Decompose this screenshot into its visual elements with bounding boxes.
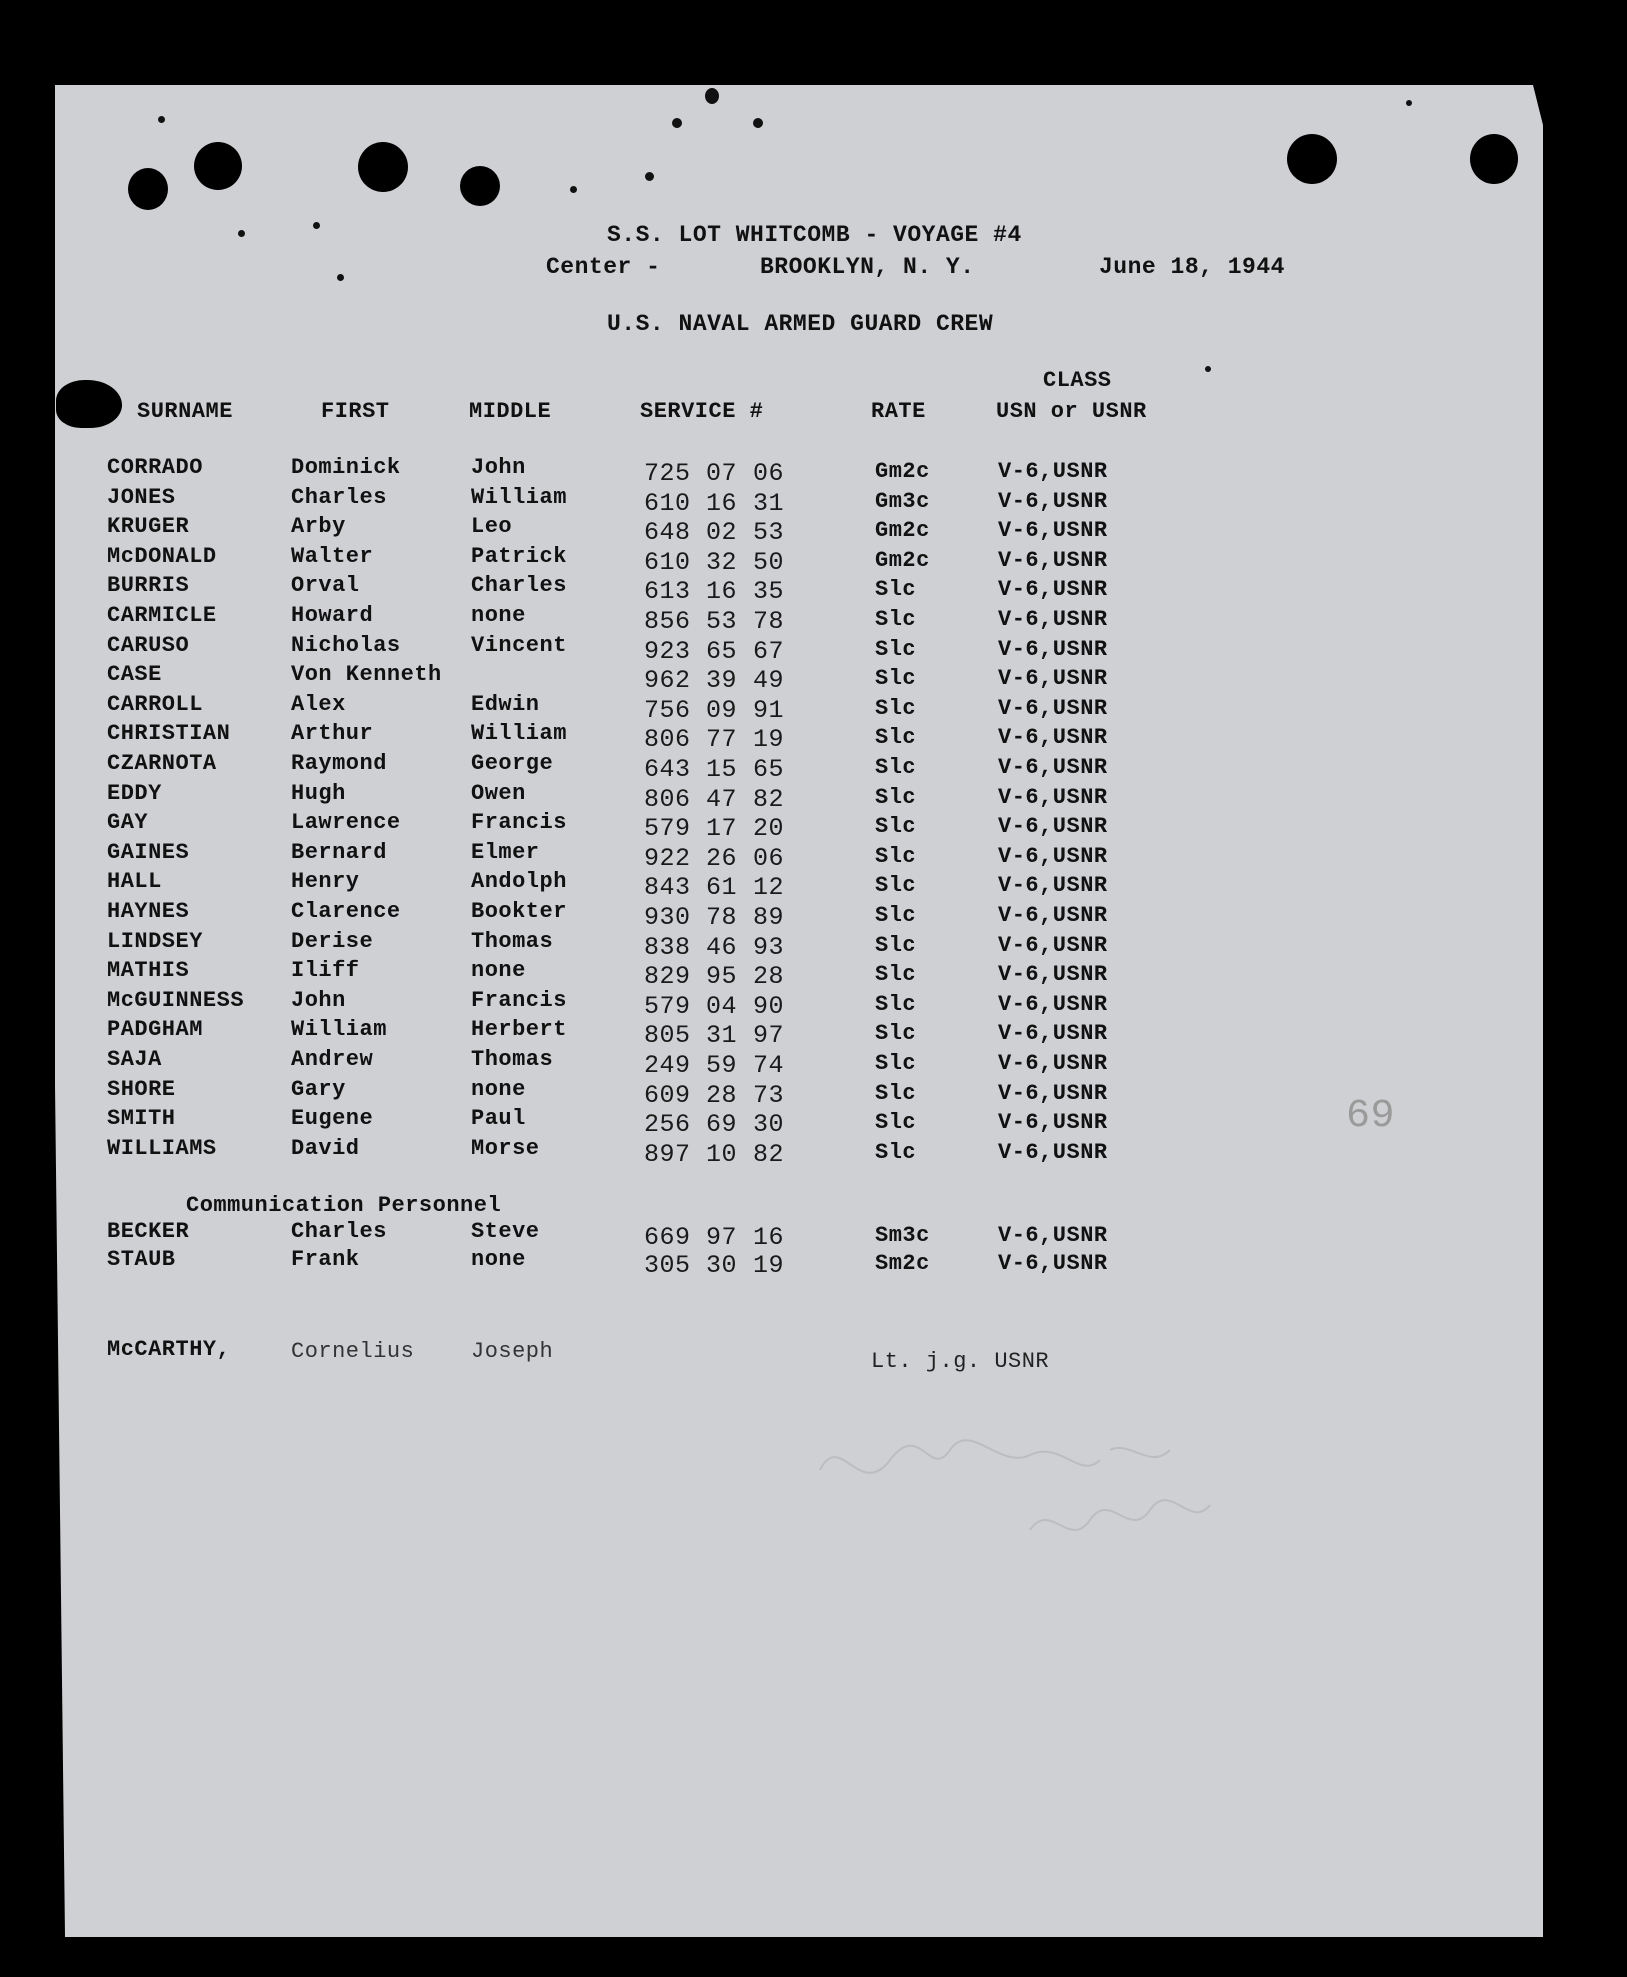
first-name: Clarence: [291, 899, 401, 924]
class: V-6,USNR: [998, 1051, 1108, 1076]
service-number-part1: 609: [644, 1080, 691, 1110]
service-number-part3: 53: [753, 518, 785, 548]
first-name: John: [291, 987, 346, 1013]
service-number-part2: 47: [706, 784, 738, 814]
crew-row: [0, 484, 1627, 518]
center-label: Center -: [546, 254, 661, 280]
class: V-6,USNR: [998, 695, 1108, 721]
first-name: Nicholas: [291, 632, 401, 658]
officer-surname: McCARTHY,: [107, 1337, 231, 1362]
service-number-part2: 97: [706, 1223, 738, 1252]
rate: Gm3c: [875, 488, 930, 514]
middle-name: Leo: [471, 514, 513, 540]
service-number-part3: 82: [753, 1139, 785, 1169]
punch-hole: [460, 166, 500, 206]
service-number-part1: 610: [644, 547, 691, 577]
middle-name: Owen: [471, 780, 526, 806]
crew-row: [0, 662, 1627, 696]
class: V-6,USNR: [998, 666, 1108, 692]
document-date: June 18, 1944: [1099, 254, 1285, 280]
middle-name: Paul: [471, 1106, 526, 1132]
first-name: Arby: [291, 514, 346, 540]
officer-rank: Lt. j.g. USNR: [871, 1349, 1050, 1374]
service-number-part2: 61: [706, 873, 738, 903]
rate: Slc: [875, 725, 917, 751]
class: V-6,USNR: [998, 962, 1108, 988]
comm-section-title: Communication Personnel: [186, 1193, 502, 1218]
first-name: Howard: [291, 603, 374, 628]
middle-name: William: [471, 484, 567, 510]
rate: Slc: [875, 991, 917, 1017]
crew-row: [0, 514, 1627, 548]
rate: Slc: [875, 843, 917, 869]
class: V-6,USNR: [998, 1223, 1108, 1248]
service-number-part2: 10: [706, 1139, 738, 1169]
service-number-part3: 91: [753, 695, 785, 725]
surname: HALL: [107, 869, 162, 895]
service-number-part3: 12: [753, 873, 785, 903]
first-name: Andrew: [291, 1047, 374, 1072]
crew-row: [0, 1047, 1627, 1080]
location: BROOKLYN, N. Y.: [760, 254, 975, 280]
crew-row: [0, 573, 1627, 607]
surname: JONES: [107, 484, 176, 510]
service-number-part2: 53: [706, 607, 738, 636]
service-number-part2: 32: [706, 547, 738, 577]
class: V-6,USNR: [998, 1110, 1108, 1136]
surname: GAY: [107, 810, 149, 836]
crew-row: [0, 987, 1627, 1021]
middle-name: none: [471, 1247, 526, 1272]
service-number-part1: 725: [644, 459, 691, 488]
class: V-6,USNR: [998, 932, 1108, 958]
class: V-6,USNR: [998, 1251, 1108, 1276]
service-number-part2: 95: [706, 962, 738, 992]
surname: SMITH: [107, 1106, 176, 1132]
middle-name: Thomas: [471, 928, 554, 954]
class: V-6,USNR: [998, 1021, 1108, 1047]
service-number-part2: 28: [706, 1080, 738, 1110]
class: V-6,USNR: [998, 755, 1108, 780]
service-number-part1: 305: [644, 1251, 691, 1280]
first-name: Orval: [291, 573, 360, 599]
service-number-part2: 07: [706, 459, 738, 488]
crew-row: [0, 869, 1627, 903]
class: V-6,USNR: [998, 607, 1108, 632]
crew-row: [0, 780, 1627, 814]
service-number-part3: 20: [753, 814, 785, 844]
col-header-class-top: CLASS: [1043, 368, 1112, 393]
surname: LINDSEY: [107, 928, 203, 954]
service-number-part2: 16: [706, 488, 738, 518]
service-number-part3: 06: [753, 459, 785, 488]
first-name: Charles: [291, 1219, 387, 1244]
middle-name: Francis: [471, 987, 567, 1013]
rate: Slc: [875, 577, 917, 603]
rate: Slc: [875, 1110, 917, 1136]
speck: [570, 186, 577, 193]
rate: Slc: [875, 755, 917, 780]
first-name: Gary: [291, 1076, 346, 1102]
rate: Slc: [875, 1080, 917, 1106]
officer-first: Cornelius: [291, 1339, 415, 1364]
middle-name: Vincent: [471, 632, 567, 658]
surname: BURRIS: [107, 573, 190, 599]
crew-row: [0, 810, 1627, 844]
surname: CARUSO: [107, 632, 190, 658]
rate: Slc: [875, 932, 917, 958]
service-number-part2: 15: [706, 755, 738, 784]
middle-name: William: [471, 721, 567, 747]
class: V-6,USNR: [998, 577, 1108, 603]
middle-name: Patrick: [471, 543, 567, 569]
service-number-part2: 46: [706, 932, 738, 962]
surname: CASE: [107, 662, 162, 688]
middle-name: Andolph: [471, 869, 567, 895]
rate: Slc: [875, 636, 917, 662]
crew-row: [0, 1247, 1627, 1280]
middle-name: Edwin: [471, 691, 540, 717]
service-number-part3: 30: [753, 1110, 785, 1140]
middle-name: none: [471, 1076, 526, 1102]
punch-hole: [1470, 134, 1518, 184]
service-number-part3: 35: [753, 577, 785, 607]
surname: SHORE: [107, 1076, 176, 1102]
service-number-part2: 59: [706, 1051, 738, 1080]
surname: McDONALD: [107, 543, 217, 569]
middle-name: Thomas: [471, 1047, 554, 1072]
service-number-part1: 843: [644, 873, 691, 903]
middle-name: Elmer: [471, 839, 540, 865]
first-name: Dominick: [291, 455, 401, 480]
col-header-rate: RATE: [871, 399, 926, 424]
service-number-part1: 856: [644, 607, 691, 636]
service-number-part1: 256: [644, 1110, 691, 1140]
service-number-part3: 97: [753, 1021, 785, 1051]
first-name: David: [291, 1135, 360, 1161]
col-header-service: SERVICE #: [640, 399, 764, 424]
service-number-part3: 67: [753, 636, 785, 666]
service-number-part2: 77: [706, 725, 738, 755]
service-number-part3: 78: [753, 607, 785, 636]
middle-name: Charles: [471, 573, 567, 599]
first-name: Eugene: [291, 1106, 374, 1132]
first-name: Raymond: [291, 751, 387, 776]
first-name: Arthur: [291, 721, 374, 747]
service-number-part3: 90: [753, 991, 785, 1021]
rate: Slc: [875, 607, 917, 632]
service-number-part1: 923: [644, 636, 691, 666]
class: V-6,USNR: [998, 518, 1108, 544]
service-number-part3: 50: [753, 547, 785, 577]
punch-hole: [128, 168, 168, 210]
service-number-part3: 89: [753, 903, 785, 932]
col-header-class-bottom: USN or USNR: [996, 399, 1147, 424]
punch-hole: [1287, 134, 1337, 184]
middle-name: Morse: [471, 1135, 540, 1161]
first-name: Hugh: [291, 780, 346, 806]
speck: [313, 222, 320, 229]
punch-hole: [358, 142, 408, 192]
service-number-part1: 922: [644, 843, 691, 873]
surname: STAUB: [107, 1247, 176, 1272]
rate: Gm2c: [875, 518, 930, 544]
officer-middle: Joseph: [471, 1339, 554, 1364]
crew-row: [0, 928, 1627, 962]
col-header-first: FIRST: [321, 399, 390, 424]
document-title-line: S.S. LOT WHITCOMB - VOYAGE #4: [607, 222, 1022, 248]
crew-row: [0, 691, 1627, 725]
service-number-part2: 09: [706, 695, 738, 725]
service-number-part1: 579: [644, 991, 691, 1021]
service-number-part3: 06: [753, 843, 785, 873]
class: V-6,USNR: [998, 636, 1108, 662]
service-number-part3: 28: [753, 962, 785, 992]
service-number-part1: 829: [644, 962, 691, 992]
crew-row: [0, 455, 1627, 488]
rate: Slc: [875, 784, 917, 810]
class: V-6,USNR: [998, 814, 1108, 840]
service-number-part1: 249: [644, 1051, 691, 1080]
first-name: Derise: [291, 928, 374, 954]
surname: MATHIS: [107, 958, 190, 984]
service-number-part1: 648: [644, 518, 691, 548]
service-number-part3: 82: [753, 784, 785, 814]
service-number-part1: 962: [644, 666, 691, 696]
crew-row: [0, 543, 1627, 577]
punch-hole: [56, 380, 122, 428]
class: V-6,USNR: [998, 903, 1108, 928]
surname: CZARNOTA: [107, 751, 217, 776]
first-name: Frank: [291, 1247, 360, 1272]
service-number-part1: 643: [644, 755, 691, 784]
service-number-part3: 31: [753, 488, 785, 518]
rate: Slc: [875, 903, 917, 928]
middle-name: none: [471, 958, 526, 984]
class: V-6,USNR: [998, 1139, 1108, 1165]
crew-row: [0, 899, 1627, 932]
rate: Slc: [875, 1139, 917, 1165]
service-number-part1: 669: [644, 1223, 691, 1252]
first-name: Von Kenneth: [291, 662, 442, 688]
surname: PADGHAM: [107, 1017, 203, 1043]
surname: HAYNES: [107, 899, 190, 924]
service-number-part2: 69: [706, 1110, 738, 1140]
surname: CORRADO: [107, 455, 203, 480]
first-name: Iliff: [291, 958, 360, 984]
service-number-part1: 930: [644, 903, 691, 932]
rate: Slc: [875, 1051, 917, 1076]
rate: Sm2c: [875, 1251, 930, 1276]
crew-row: [0, 1219, 1627, 1252]
class: V-6,USNR: [998, 488, 1108, 514]
service-number-part1: 579: [644, 814, 691, 844]
class: V-6,USNR: [998, 873, 1108, 899]
page-number: 69: [1346, 1094, 1396, 1139]
first-name: William: [291, 1017, 387, 1043]
middle-name: Francis: [471, 810, 567, 836]
class: V-6,USNR: [998, 991, 1108, 1017]
speck: [1406, 100, 1412, 106]
middle-name: John: [471, 455, 526, 480]
pencil-scribble: [800, 1410, 1260, 1580]
service-number-part3: 16: [753, 1223, 785, 1252]
service-number-part3: 65: [753, 755, 785, 784]
class: V-6,USNR: [998, 459, 1108, 484]
punch-hole: [194, 142, 242, 190]
col-header-surname: SURNAME: [137, 399, 233, 424]
first-name: Alex: [291, 691, 346, 717]
service-number-part1: 838: [644, 932, 691, 962]
service-number-part3: 73: [753, 1080, 785, 1110]
crew-row: [0, 603, 1627, 636]
speck: [672, 118, 682, 128]
surname: BECKER: [107, 1219, 190, 1244]
speck: [1205, 366, 1211, 372]
service-number-part2: 26: [706, 843, 738, 873]
rate: Slc: [875, 1021, 917, 1047]
speck: [337, 274, 344, 281]
middle-name: George: [471, 751, 554, 776]
service-number-part2: 04: [706, 991, 738, 1021]
rate: Slc: [875, 814, 917, 840]
rate: Slc: [875, 695, 917, 721]
service-number-part1: 806: [644, 725, 691, 755]
surname: SAJA: [107, 1047, 162, 1072]
surname: CARMICLE: [107, 603, 217, 628]
surname: KRUGER: [107, 514, 190, 540]
surname: CHRISTIAN: [107, 721, 231, 747]
service-number-part3: 49: [753, 666, 785, 696]
speck: [705, 88, 719, 104]
service-number-part1: 756: [644, 695, 691, 725]
rate: Gm2c: [875, 547, 930, 573]
class: V-6,USNR: [998, 843, 1108, 869]
first-name: Lawrence: [291, 810, 401, 836]
service-number-part2: 78: [706, 903, 738, 932]
service-number-part2: 17: [706, 814, 738, 844]
rate: Slc: [875, 873, 917, 899]
class: V-6,USNR: [998, 547, 1108, 573]
service-number-part2: 02: [706, 518, 738, 548]
service-number-part1: 897: [644, 1139, 691, 1169]
crew-row: [0, 751, 1627, 784]
service-number-part3: 19: [753, 1251, 785, 1280]
service-number-part2: 39: [706, 666, 738, 696]
class: V-6,USNR: [998, 784, 1108, 810]
speck: [645, 172, 654, 181]
first-name: Charles: [291, 484, 387, 510]
first-name: Bernard: [291, 839, 387, 865]
service-number-part1: 805: [644, 1021, 691, 1051]
service-number-part3: 19: [753, 725, 785, 755]
crew-row: [0, 958, 1627, 992]
service-number-part1: 610: [644, 488, 691, 518]
service-number-part2: 16: [706, 577, 738, 607]
service-number-part1: 806: [644, 784, 691, 814]
first-name: Henry: [291, 869, 360, 895]
surname: CARROLL: [107, 691, 203, 717]
service-number-part2: 65: [706, 636, 738, 666]
crew-row: [0, 632, 1627, 666]
middle-name: none: [471, 603, 526, 628]
first-name: Walter: [291, 543, 374, 569]
crew-title: U.S. NAVAL ARMED GUARD CREW: [607, 311, 994, 337]
rate: Slc: [875, 666, 917, 692]
rate: Sm3c: [875, 1223, 930, 1248]
surname: EDDY: [107, 780, 162, 806]
middle-name: Herbert: [471, 1017, 567, 1043]
crew-row: [0, 839, 1627, 873]
service-number-part1: 613: [644, 577, 691, 607]
service-number-part3: 93: [753, 932, 785, 962]
surname: WILLIAMS: [107, 1135, 217, 1161]
speck: [238, 230, 245, 237]
rate: Gm2c: [875, 459, 930, 484]
service-number-part2: 30: [706, 1251, 738, 1280]
crew-row: [0, 721, 1627, 755]
crew-row: [0, 1135, 1627, 1169]
surname: GAINES: [107, 839, 190, 865]
col-header-middle: MIDDLE: [469, 399, 552, 424]
service-number-part2: 31: [706, 1021, 738, 1051]
service-number-part3: 74: [753, 1051, 785, 1080]
class: V-6,USNR: [998, 725, 1108, 751]
middle-name: Steve: [471, 1219, 540, 1244]
speck: [753, 118, 763, 128]
middle-name: Bookter: [471, 899, 567, 924]
rate: Slc: [875, 962, 917, 988]
class: V-6,USNR: [998, 1080, 1108, 1106]
surname: McGUINNESS: [107, 987, 245, 1013]
speck: [158, 116, 165, 123]
crew-row: [0, 1017, 1627, 1051]
